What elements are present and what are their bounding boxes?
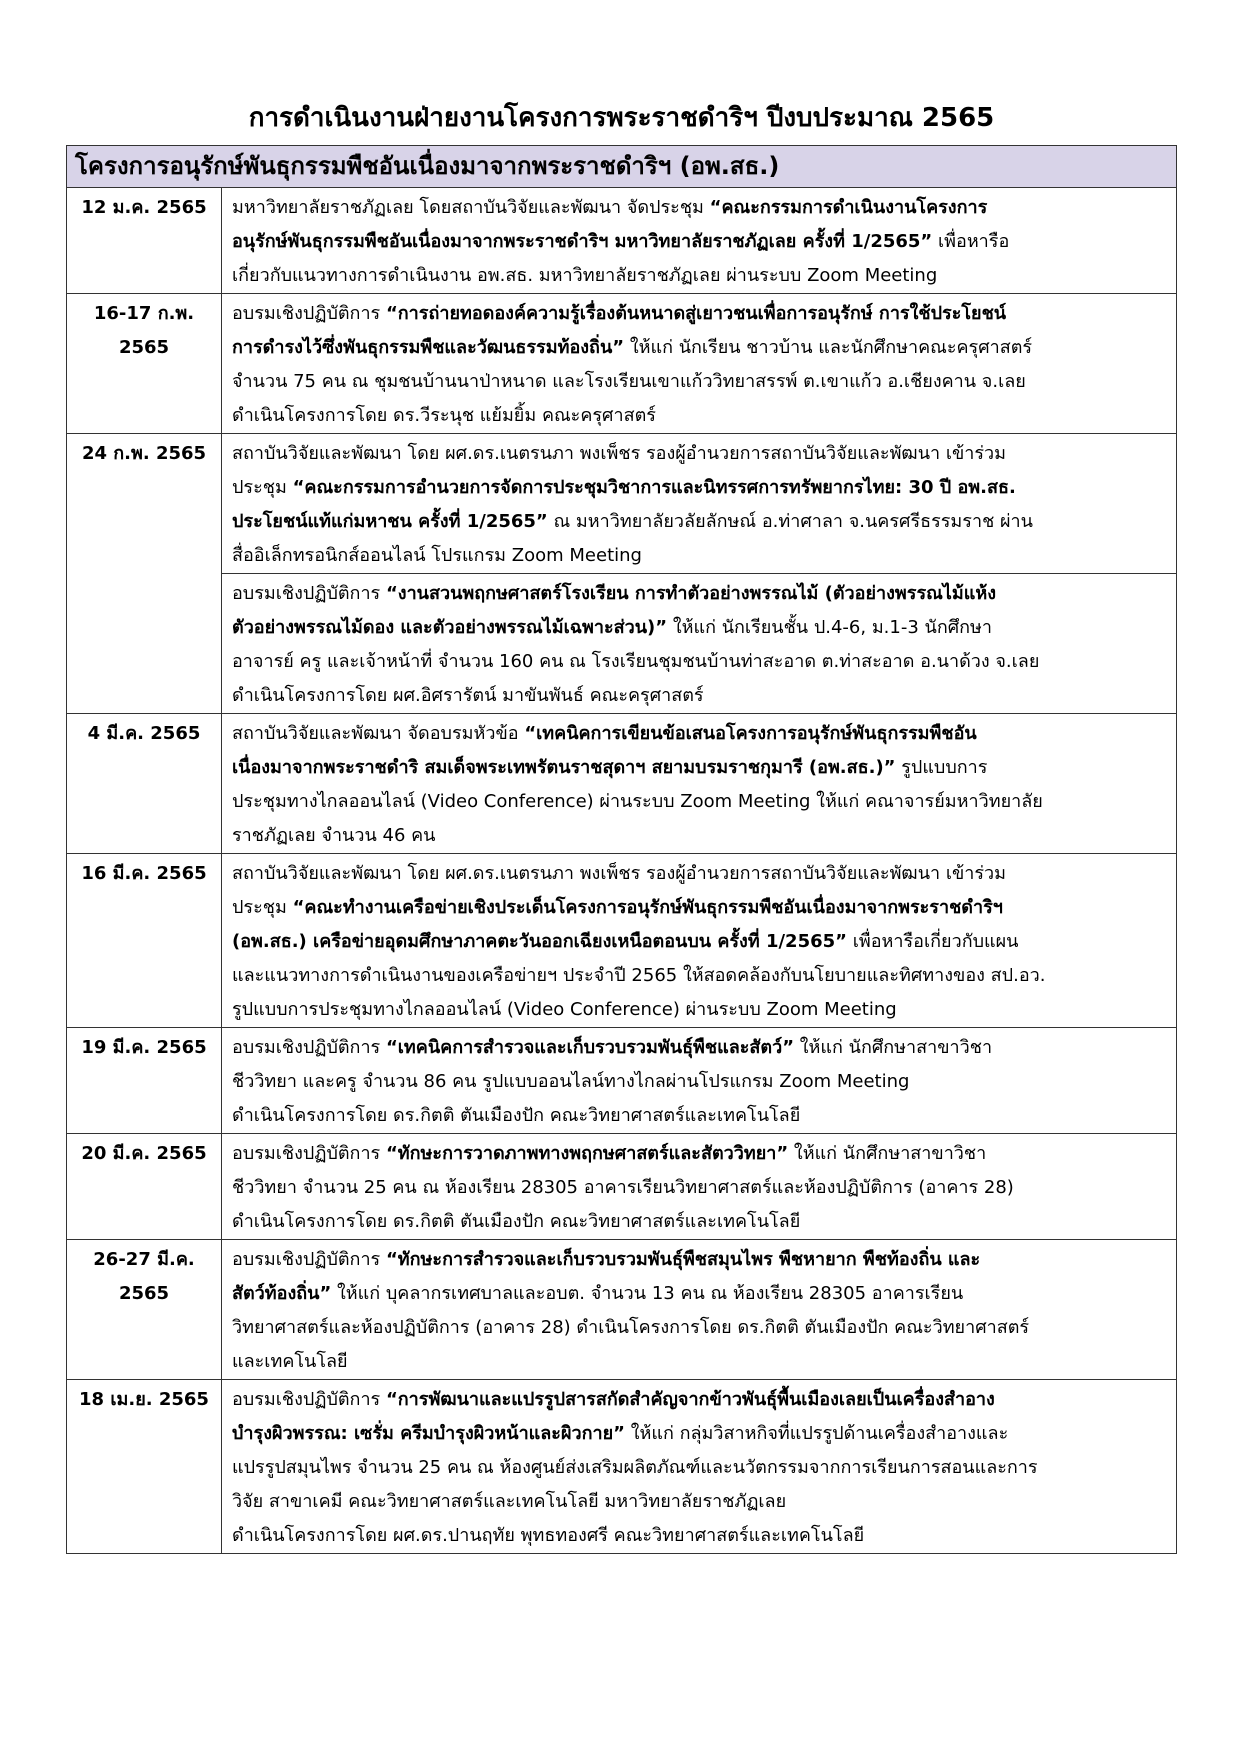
table-row: [67, 434, 1177, 574]
body-text: ดำเนินโครงการโดย ดร.กิตติ ตันเมืองปัก คณะวิทยาศาสตร์และเทคโนโลยี: [232, 1211, 801, 1232]
description-line: [232, 679, 1166, 713]
body-text: ให้แก่ กลุ่มวิสาหกิจที่แปรรูปด้านเครื่องสำอางและ: [625, 1423, 1009, 1444]
date-line: 2565: [118, 337, 170, 358]
section-header: โครงการอนุรักษ์พันธุกรรมพืชอันเนื่องมาจากพระราชดำริฯ (อพ.สธ.): [67, 146, 1177, 188]
entry-date: [67, 714, 222, 854]
description-line: [232, 819, 1166, 853]
description-line: [232, 1519, 1166, 1553]
description-line: [232, 959, 1166, 993]
description-line: [232, 1099, 1166, 1133]
body-text: เกี่ยวกับแนวทางการดำเนินงาน อพ.สธ. มหาวิทยาลัยราชภัฏเลย ผ่านระบบ Zoom Meeting: [232, 265, 938, 286]
entry-description: [222, 1028, 1177, 1134]
entry-description: [222, 1240, 1177, 1380]
date-line: 16 มี.ค. 2565: [81, 863, 207, 884]
description-line: [232, 785, 1166, 819]
emphasis-text: “คณะทำงานเครือข่ายเชิงประเด็นโครงการอนุรักษ์พันธุกรรมพืชอันเนื่องมาจากพระราชดำริฯ: [292, 897, 1003, 918]
description-line: [232, 1243, 1166, 1277]
description-line: [232, 399, 1166, 433]
section-header-row: [67, 146, 1177, 188]
table-row: [67, 1240, 1177, 1380]
table-row: [67, 188, 1177, 294]
entry-date: [67, 1240, 222, 1380]
body-text: ชีววิทยา จำนวน 25 คน ณ ห้องเรียน 28305 อาคารเรียนวิทยาศาสตร์และห้องปฏิบัติการ (อาคาร 28): [232, 1177, 1014, 1198]
entry-description: [222, 854, 1177, 1028]
description-line: [232, 1383, 1166, 1417]
table-row: [67, 1028, 1177, 1134]
table-row: [67, 574, 1177, 714]
date-line: 2565: [118, 1283, 170, 1304]
entry-description: [222, 434, 1177, 574]
description-line: [232, 1311, 1166, 1345]
emphasis-text: “งานสวนพฤกษศาสตร์โรงเรียน การทำตัวอย่างพรรณไม้ (ตัวอย่างพรรณไม้แห้ง: [385, 583, 996, 604]
emphasis-text: (อพ.สธ.) เครือข่ายอุดมศึกษาภาคตะวันออกเฉียงเหนือตอนบน ครั้งที่ 1/2565”: [232, 931, 847, 952]
body-text: วิทยาศาสตร์และห้องปฏิบัติการ (อาคาร 28) ดำเนินโครงการโดย ดร.กิตติ ตันเมืองปัก คณะวิทยาศาสตร์: [232, 1317, 1030, 1338]
description-line: [232, 225, 1166, 259]
entry-date: [67, 1134, 222, 1240]
date-line: 18 เม.ย. 2565: [79, 1389, 209, 1410]
entry-date: [67, 434, 222, 714]
body-text: อบรมเชิงปฏิบัติการ: [232, 303, 386, 324]
body-text: อบรมเชิงปฏิบัติการ: [232, 1143, 386, 1164]
description-line: [232, 505, 1166, 539]
body-text: สถาบันวิจัยและพัฒนา โดย ผศ.ดร.เนตรนภา พงเพ็ชร รองผู้อำนวยการสถาบันวิจัยและพัฒนา เข้าร่วม: [232, 443, 1007, 464]
body-text: ชีววิทยา และครู จำนวน 86 คน รูปแบบออนไลน์ทางไกลผ่านโปรแกรม Zoom Meeting: [232, 1071, 910, 1092]
description-line: [232, 577, 1166, 611]
entry-date: [67, 294, 222, 434]
body-text: ดำเนินโครงการโดย ดร.กิตติ ตันเมืองปัก คณะวิทยาศาสตร์และเทคโนโลยี: [232, 1105, 801, 1126]
description-line: [232, 1171, 1166, 1205]
table-row: [67, 854, 1177, 1028]
body-text: ให้แก่ บุคลากรเทศบาลและอบต. จำนวน 13 คน ณ ห้องเรียน 28305 อาคารเรียน: [331, 1283, 964, 1304]
body-text: ดำเนินโครงการโดย ผศ.ดร.ปานฤทัย พุทธทองศรี คณะวิทยาศาสตร์และเทคโนโลยี: [232, 1525, 865, 1546]
description-line: [232, 297, 1166, 331]
entry-date: [67, 854, 222, 1028]
description-line: [232, 191, 1166, 225]
body-text: ดำเนินโครงการโดย ดร.วีระนุช แย้มยิ้ม คณะครุศาสตร์: [232, 405, 656, 426]
date-line: 12 ม.ค. 2565: [81, 197, 207, 218]
emphasis-text: “การพัฒนาและแปรรูปสารสกัดสำคัญจากข้าวพันธุ์พื้นเมืองเลยเป็นเครื่องสำอาง: [385, 1389, 995, 1410]
body-text: เพื่อหารือ: [932, 231, 1010, 252]
body-text: รูปแบบการประชุมทางไกลออนไลน์ (Video Conference) ผ่านระบบ Zoom Meeting: [232, 999, 897, 1020]
body-text: สถาบันวิจัยและพัฒนา จัดอบรมหัวข้อ: [232, 723, 525, 744]
body-text: สื่ออิเล็กทรอนิกส์ออนไลน์ โปรแกรม Zoom Meeting: [232, 545, 642, 566]
description-line: [232, 611, 1166, 645]
body-text: ประชุม: [232, 897, 293, 918]
emphasis-text: “เทคนิคการสำรวจและเก็บรวบรวมพันธุ์พืชและสัตว์”: [385, 1037, 795, 1058]
date-line: 16-17 ก.พ.: [93, 303, 195, 324]
description-line: [232, 1205, 1166, 1239]
description-line: [232, 1277, 1166, 1311]
emphasis-text: “คณะกรรมการอำนวยการจัดการประชุมวิชาการและนิทรรศการทรัพยากรไทย: 30 ปี อพ.สธ.: [292, 477, 1016, 498]
body-text: อบรมเชิงปฏิบัติการ: [232, 1249, 386, 1270]
emphasis-text: “คณะกรรมการดำเนินงานโครงการ: [709, 197, 988, 218]
entry-description: [222, 714, 1177, 854]
entry-description: [222, 574, 1177, 714]
description-line: [232, 1485, 1166, 1519]
description-line: [232, 1451, 1166, 1485]
description-line: [232, 891, 1166, 925]
body-text: ณ มหาวิทยาลัยวลัยลักษณ์ อ.ท่าศาลา จ.นครศรีธรรมราช ผ่าน: [547, 511, 1033, 532]
emphasis-text: ประโยชน์แท้แก่มหาชน ครั้งที่ 1/2565”: [232, 511, 548, 532]
emphasis-text: การดำรงไว้ซึ่งพันธุกรรมพืชและวัฒนธรรมท้องถิ่น”: [232, 337, 625, 358]
date-line: 24 ก.พ. 2565: [81, 443, 207, 464]
entry-date: [67, 1028, 222, 1134]
emphasis-text: เนื่องมาจากพระราชดำริ สมเด็จพระเทพรัตนราชสุดาฯ สยามบรมราชกุมารี (อพ.สธ.)”: [232, 757, 896, 778]
description-line: [232, 645, 1166, 679]
emphasis-text: ตัวอย่างพรรณไม้ดอง และตัวอย่างพรรณไม้เฉพาะส่วน)”: [232, 617, 668, 638]
emphasis-text: อนุรักษ์พันธุกรรมพืชอันเนื่องมาจากพระราชดำริฯ มหาวิทยาลัยราชภัฏเลย ครั้งที่ 1/2565”: [232, 231, 933, 252]
date-line: 4 มี.ค. 2565: [87, 723, 201, 744]
description-line: [232, 1417, 1166, 1451]
table-row: [67, 294, 1177, 434]
table-row: [67, 714, 1177, 854]
emphasis-text: “ทักษะการวาดภาพทางพฤกษศาสตร์และสัตววิทยา”: [385, 1143, 789, 1164]
body-text: อบรมเชิงปฏิบัติการ: [232, 1389, 386, 1410]
entry-description: [222, 1380, 1177, 1554]
body-text: อาจารย์ ครู และเจ้าหน้าที่ จำนวน 160 คน ณ โรงเรียนชุมชนบ้านท่าสะอาด ต.ท่าสะอาด อ.นาด้วง จ.เลย: [232, 651, 1040, 672]
description-line: [232, 1065, 1166, 1099]
description-line: [232, 1345, 1166, 1379]
description-line: [232, 471, 1166, 505]
body-text: วิจัย สาขาเคมี คณะวิทยาศาสตร์และเทคโนโลยี มหาวิทยาลัยราชภัฏเลย: [232, 1491, 787, 1512]
body-text: และแนวทางการดำเนินงานของเครือข่ายฯ ประจำปี 2565 ให้สอดคล้องกับนโยบายและทิศทางของ สป.อว.: [232, 965, 1046, 986]
emphasis-text: “ทักษะการสำรวจและเก็บรวบรวมพันธุ์พืชสมุนไพร พืชหายาก พืชท้องถิ่น และ: [385, 1249, 981, 1270]
description-line: [232, 993, 1166, 1027]
entry-date: [67, 188, 222, 294]
description-line: [232, 717, 1166, 751]
date-line: 20 มี.ค. 2565: [81, 1143, 207, 1164]
body-text: ประชุมทางไกลออนไลน์ (Video Conference) ผ่านระบบ Zoom Meeting ให้แก่ คณาจารย์มหาวิทยาลัย: [232, 791, 1043, 812]
body-text: ให้แก่ นักศึกษาสาขาวิชา: [794, 1037, 993, 1058]
body-text: เพื่อหารือเกี่ยวกับแผน: [846, 931, 1019, 952]
body-text: ราชภัฏเลย จำนวน 46 คน: [232, 825, 436, 846]
emphasis-text: “การถ่ายทอดองค์ความรู้เรื่องต้นหนาดสู่เยาวชนเพื่อการอนุรักษ์ การใช้ประโยชน์: [385, 303, 1007, 324]
body-text: ให้แก่ นักศึกษาสาขาวิชา: [788, 1143, 987, 1164]
entry-date: [67, 1380, 222, 1554]
description-line: [232, 365, 1166, 399]
body-text: ดำเนินโครงการโดย ผศ.อิศรารัตน์ มาขันพันธ์ คณะครุศาสตร์: [232, 685, 704, 706]
page-title: การดำเนินงานฝ่ายงานโครงการพระราชดำริฯ ปีงบประมาณ 2565: [248, 103, 995, 133]
description-line: [232, 331, 1166, 365]
date-line: 19 มี.ค. 2565: [81, 1037, 207, 1058]
activity-table: [66, 145, 1177, 1554]
entry-description: [222, 188, 1177, 294]
body-text: มหาวิทยาลัยราชภัฏเลย โดยสถาบันวิจัยและพัฒนา จัดประชุม: [232, 197, 710, 218]
body-text: ประชุม: [232, 477, 293, 498]
body-text: ให้แก่ นักเรียนชั้น ป.4-6, ม.1-3 นักศึกษา: [667, 617, 993, 638]
emphasis-text: บำรุงผิวพรรณ: เซรั่ม ครีมบำรุงผิวหน้าและผิวกาย”: [232, 1423, 626, 1444]
body-text: ให้แก่ นักเรียน ชาวบ้าน และนักศึกษาคณะครุศาสตร์: [624, 337, 1033, 358]
description-line: [232, 437, 1166, 471]
body-text: แปรรูปสมุนไพร จำนวน 25 คน ณ ห้องศูนย์ส่งเสริมผลิตภัณฑ์และนวัตกรรมจากการเรียนการสอนและการ: [232, 1457, 1038, 1478]
date-line: 26-27 มี.ค.: [93, 1249, 195, 1270]
body-text: อบรมเชิงปฏิบัติการ: [232, 1037, 386, 1058]
description-line: [232, 1031, 1166, 1065]
body-text: จำนวน 75 คน ณ ชุมชนบ้านนาป่าหนาด และโรงเรียนเขาแก้ววิทยาสรรพ์ ต.เขาแก้ว อ.เชียงคาน จ.เลย: [232, 371, 1026, 392]
table-row: [67, 1380, 1177, 1554]
table-row: [67, 1134, 1177, 1240]
emphasis-text: สัตว์ท้องถิ่น”: [232, 1283, 332, 1304]
entry-description: [222, 294, 1177, 434]
body-text: รูปแบบการ: [895, 757, 988, 778]
body-text: สถาบันวิจัยและพัฒนา โดย ผศ.ดร.เนตรนภา พงเพ็ชร รองผู้อำนวยการสถาบันวิจัยและพัฒนา เข้าร่วม: [232, 863, 1007, 884]
description-line: [232, 1137, 1166, 1171]
description-line: [232, 259, 1166, 293]
description-line: [232, 539, 1166, 573]
description-line: [232, 925, 1166, 959]
body-text: และเทคโนโลยี: [232, 1351, 348, 1372]
entry-description: [222, 1134, 1177, 1240]
body-text: อบรมเชิงปฏิบัติการ: [232, 583, 386, 604]
description-line: [232, 751, 1166, 785]
emphasis-text: “เทคนิคการเขียนข้อเสนอโครงการอนุรักษ์พันธุกรรมพืชอัน: [524, 723, 977, 744]
description-line: [232, 857, 1166, 891]
